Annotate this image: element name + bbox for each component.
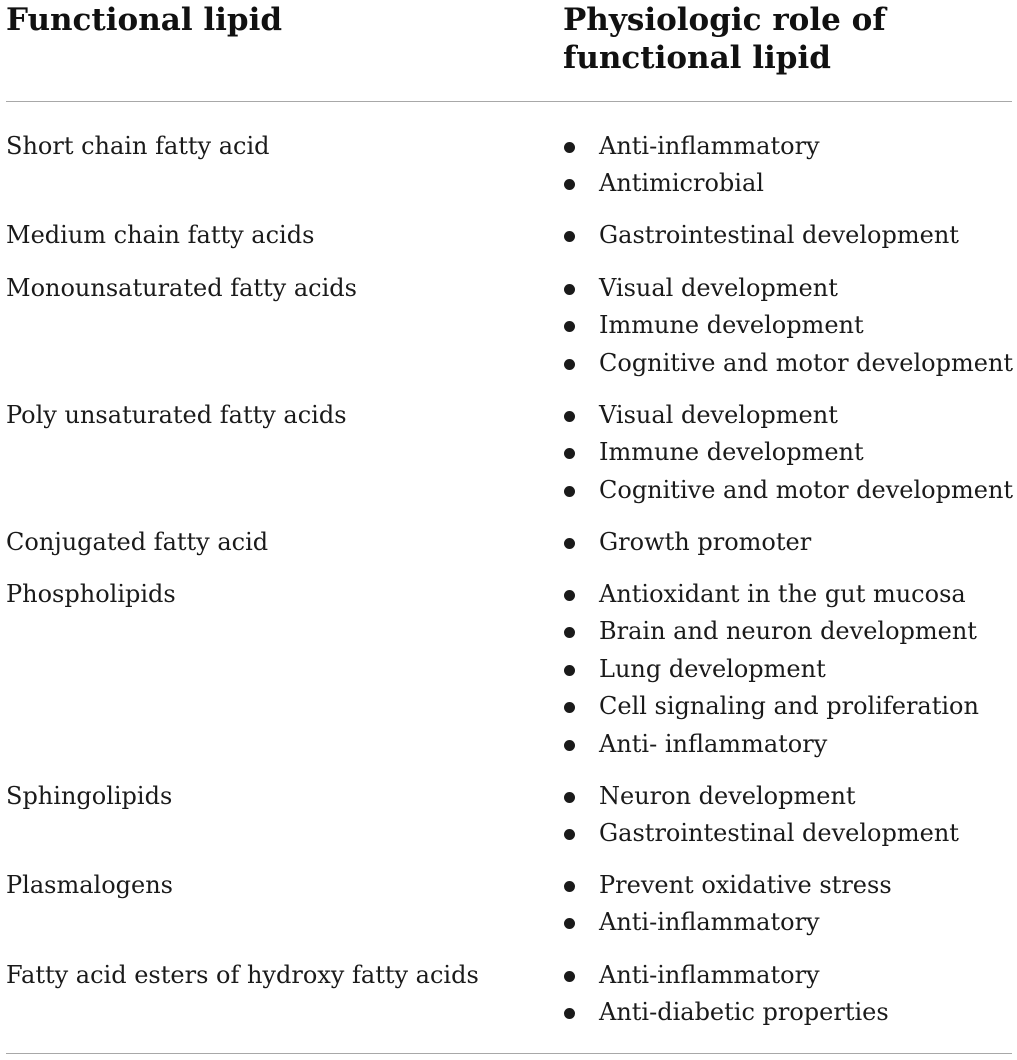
role-text: Antimicrobial <box>599 169 764 198</box>
lipid-name: Monounsaturated fatty acids <box>6 274 357 302</box>
bottom-rule <box>6 1053 1012 1054</box>
role-text: Anti- inflammatory <box>599 729 828 758</box>
bullet-icon <box>564 665 575 676</box>
bullet-icon <box>564 284 575 295</box>
role-text: Cognitive and motor development <box>599 348 1014 377</box>
bullet-icon <box>564 1008 575 1019</box>
role-text: Prevent oxidative stress <box>599 871 892 899</box>
bullet-icon <box>564 142 575 153</box>
bullet-icon <box>564 359 575 370</box>
bullet-icon <box>564 411 575 422</box>
role-text: Visual development <box>599 401 838 429</box>
bullet-icon <box>564 538 575 549</box>
role-text: Cell signaling and proliferation <box>599 692 979 721</box>
bullet-icon <box>564 321 575 332</box>
bullet-icon <box>564 590 575 601</box>
header-functional-lipid: Functional lipid <box>6 2 283 38</box>
role-text: Anti-inflammatory <box>599 961 820 989</box>
bullet-icon <box>564 231 575 242</box>
lipid-name: Plasmalogens <box>6 871 173 899</box>
bullet-icon <box>564 448 575 459</box>
role-text: Visual development <box>599 274 838 302</box>
lipid-name: Fatty acid esters of hydroxy fatty acids <box>6 961 479 989</box>
bullet-icon <box>564 740 575 751</box>
role-text: Brain and neuron development <box>599 617 977 646</box>
role-text: Immune development <box>599 438 864 467</box>
lipid-name: Phospholipids <box>6 580 176 608</box>
bullet-icon <box>564 702 575 713</box>
role-text: Neuron development <box>599 782 856 810</box>
role-text: Gastrointestinal development <box>599 221 959 249</box>
bullet-icon <box>564 792 575 803</box>
lipid-name: Sphingolipids <box>6 782 173 810</box>
role-text: Immune development <box>599 311 864 340</box>
bullet-icon <box>564 627 575 638</box>
lipid-name: Poly unsaturated fatty acids <box>6 401 347 429</box>
lipid-name: Medium chain fatty acids <box>6 221 315 249</box>
lipid-name: Short chain fatty acid <box>6 132 270 160</box>
role-text: Lung development <box>599 654 826 683</box>
bullet-icon <box>564 486 575 497</box>
role-text: Cognitive and motor development <box>599 475 1014 504</box>
role-text: Growth promoter <box>599 528 812 556</box>
header-physiologic-role: Physiologic role of functional lipid <box>563 2 886 76</box>
bullet-icon <box>564 829 575 840</box>
role-text: Anti-inflammatory <box>599 132 820 160</box>
role-text: Gastrointestinal development <box>599 819 959 848</box>
lipid-name: Conjugated fatty acid <box>6 528 269 556</box>
role-text: Anti-diabetic properties <box>599 998 889 1027</box>
bullet-icon <box>564 918 575 929</box>
bullet-icon <box>564 971 575 982</box>
header-rule <box>6 101 1012 102</box>
bullet-icon <box>564 881 575 892</box>
role-text: Anti-inflammatory <box>599 908 820 937</box>
role-text: Antioxidant in the gut mucosa <box>599 580 966 608</box>
bullet-icon <box>564 179 575 190</box>
